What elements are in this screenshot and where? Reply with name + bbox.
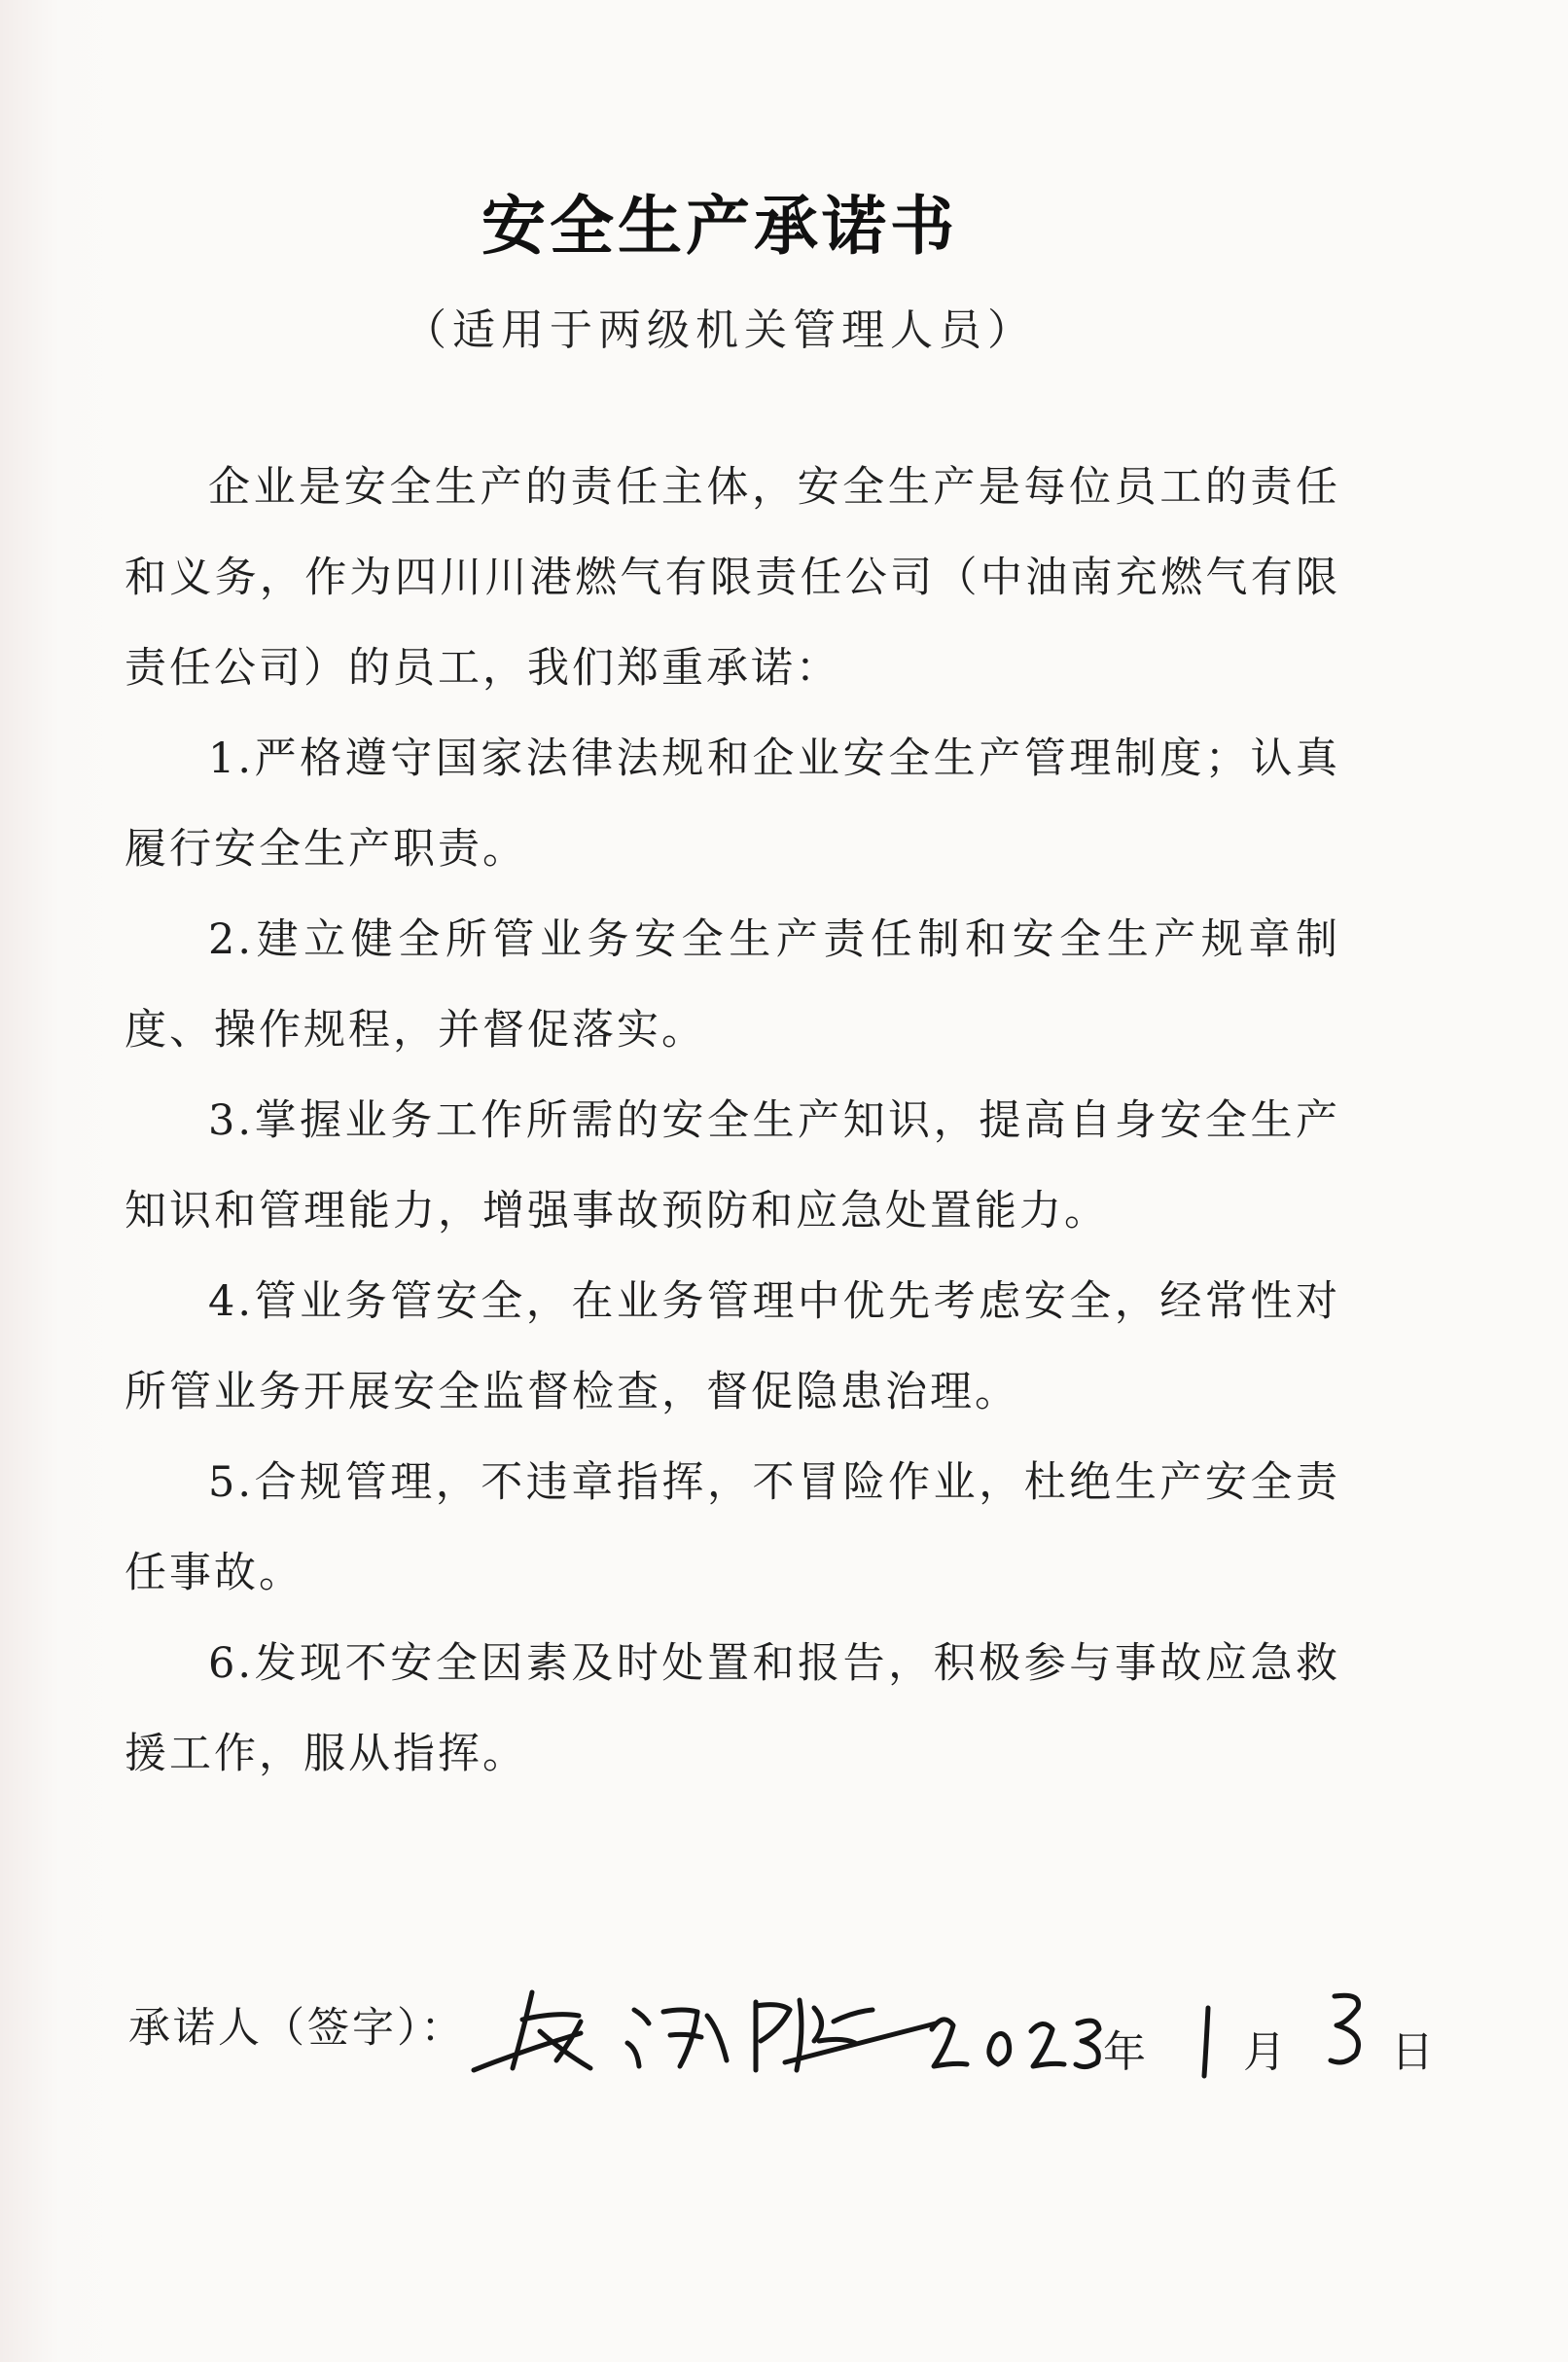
date-day-unit: 日 xyxy=(1391,2027,1437,2077)
signature-label: 承诺人（签字）： xyxy=(128,2004,466,2053)
document-body xyxy=(125,443,1340,1800)
signature-row xyxy=(128,1985,1437,2101)
document-title: 安全生产承诺书 xyxy=(481,188,958,264)
date-day-digit xyxy=(1331,1995,1359,2062)
commitment-item-1: 1.严格遵守国家法律法规和企业安全生产管理制度；认真履行安全生产职责。 xyxy=(125,734,1340,874)
date-month-digit xyxy=(1204,2008,1208,2076)
handwritten-signature xyxy=(464,1973,941,2090)
document-subtitle: （适用于两级机关管理人员） xyxy=(404,305,1036,355)
signature-date xyxy=(897,1969,1442,2095)
commitment-item-5: 5.合规管理，不违章指挥，不冒险作业，杜绝生产安全责任事故。 xyxy=(125,1458,1340,1597)
commitment-item-6: 6.发现不安全因素及时处置和报告，积极参与事故应急救援工作，服从指挥。 xyxy=(125,1639,1340,1778)
date-month-unit: 月 xyxy=(1243,2027,1289,2077)
date-year-digit xyxy=(989,2033,1010,2064)
date-year-unit: 年 xyxy=(1103,2027,1149,2077)
date-year-digit xyxy=(1031,2023,1064,2066)
commitment-item-2: 2.建立健全所管业务安全生产责任制和安全生产规章制度、操作规程，并督促落实。 xyxy=(125,915,1340,1055)
commitment-item-4: 4.管业务管安全，在业务管理中优先考虑安全，经常性对所管业务开展安全监督检查，督促隐患治理。 xyxy=(125,1277,1340,1416)
commitment-item-3: 3.掌握业务工作所需的安全生产知识，提高自身安全生产知识和管理能力，增强事故预防和应急处置能力。 xyxy=(125,1096,1340,1235)
intro-paragraph: 企业是安全生产的责任主体，安全生产是每位员工的责任和义务，作为四川川港燃气有限责任公司（中油南充燃气有限责任公司）的员工，我们郑重承诺： xyxy=(125,463,1340,693)
date-year-digit xyxy=(932,2020,967,2066)
date-year-digit xyxy=(1076,2021,1099,2066)
